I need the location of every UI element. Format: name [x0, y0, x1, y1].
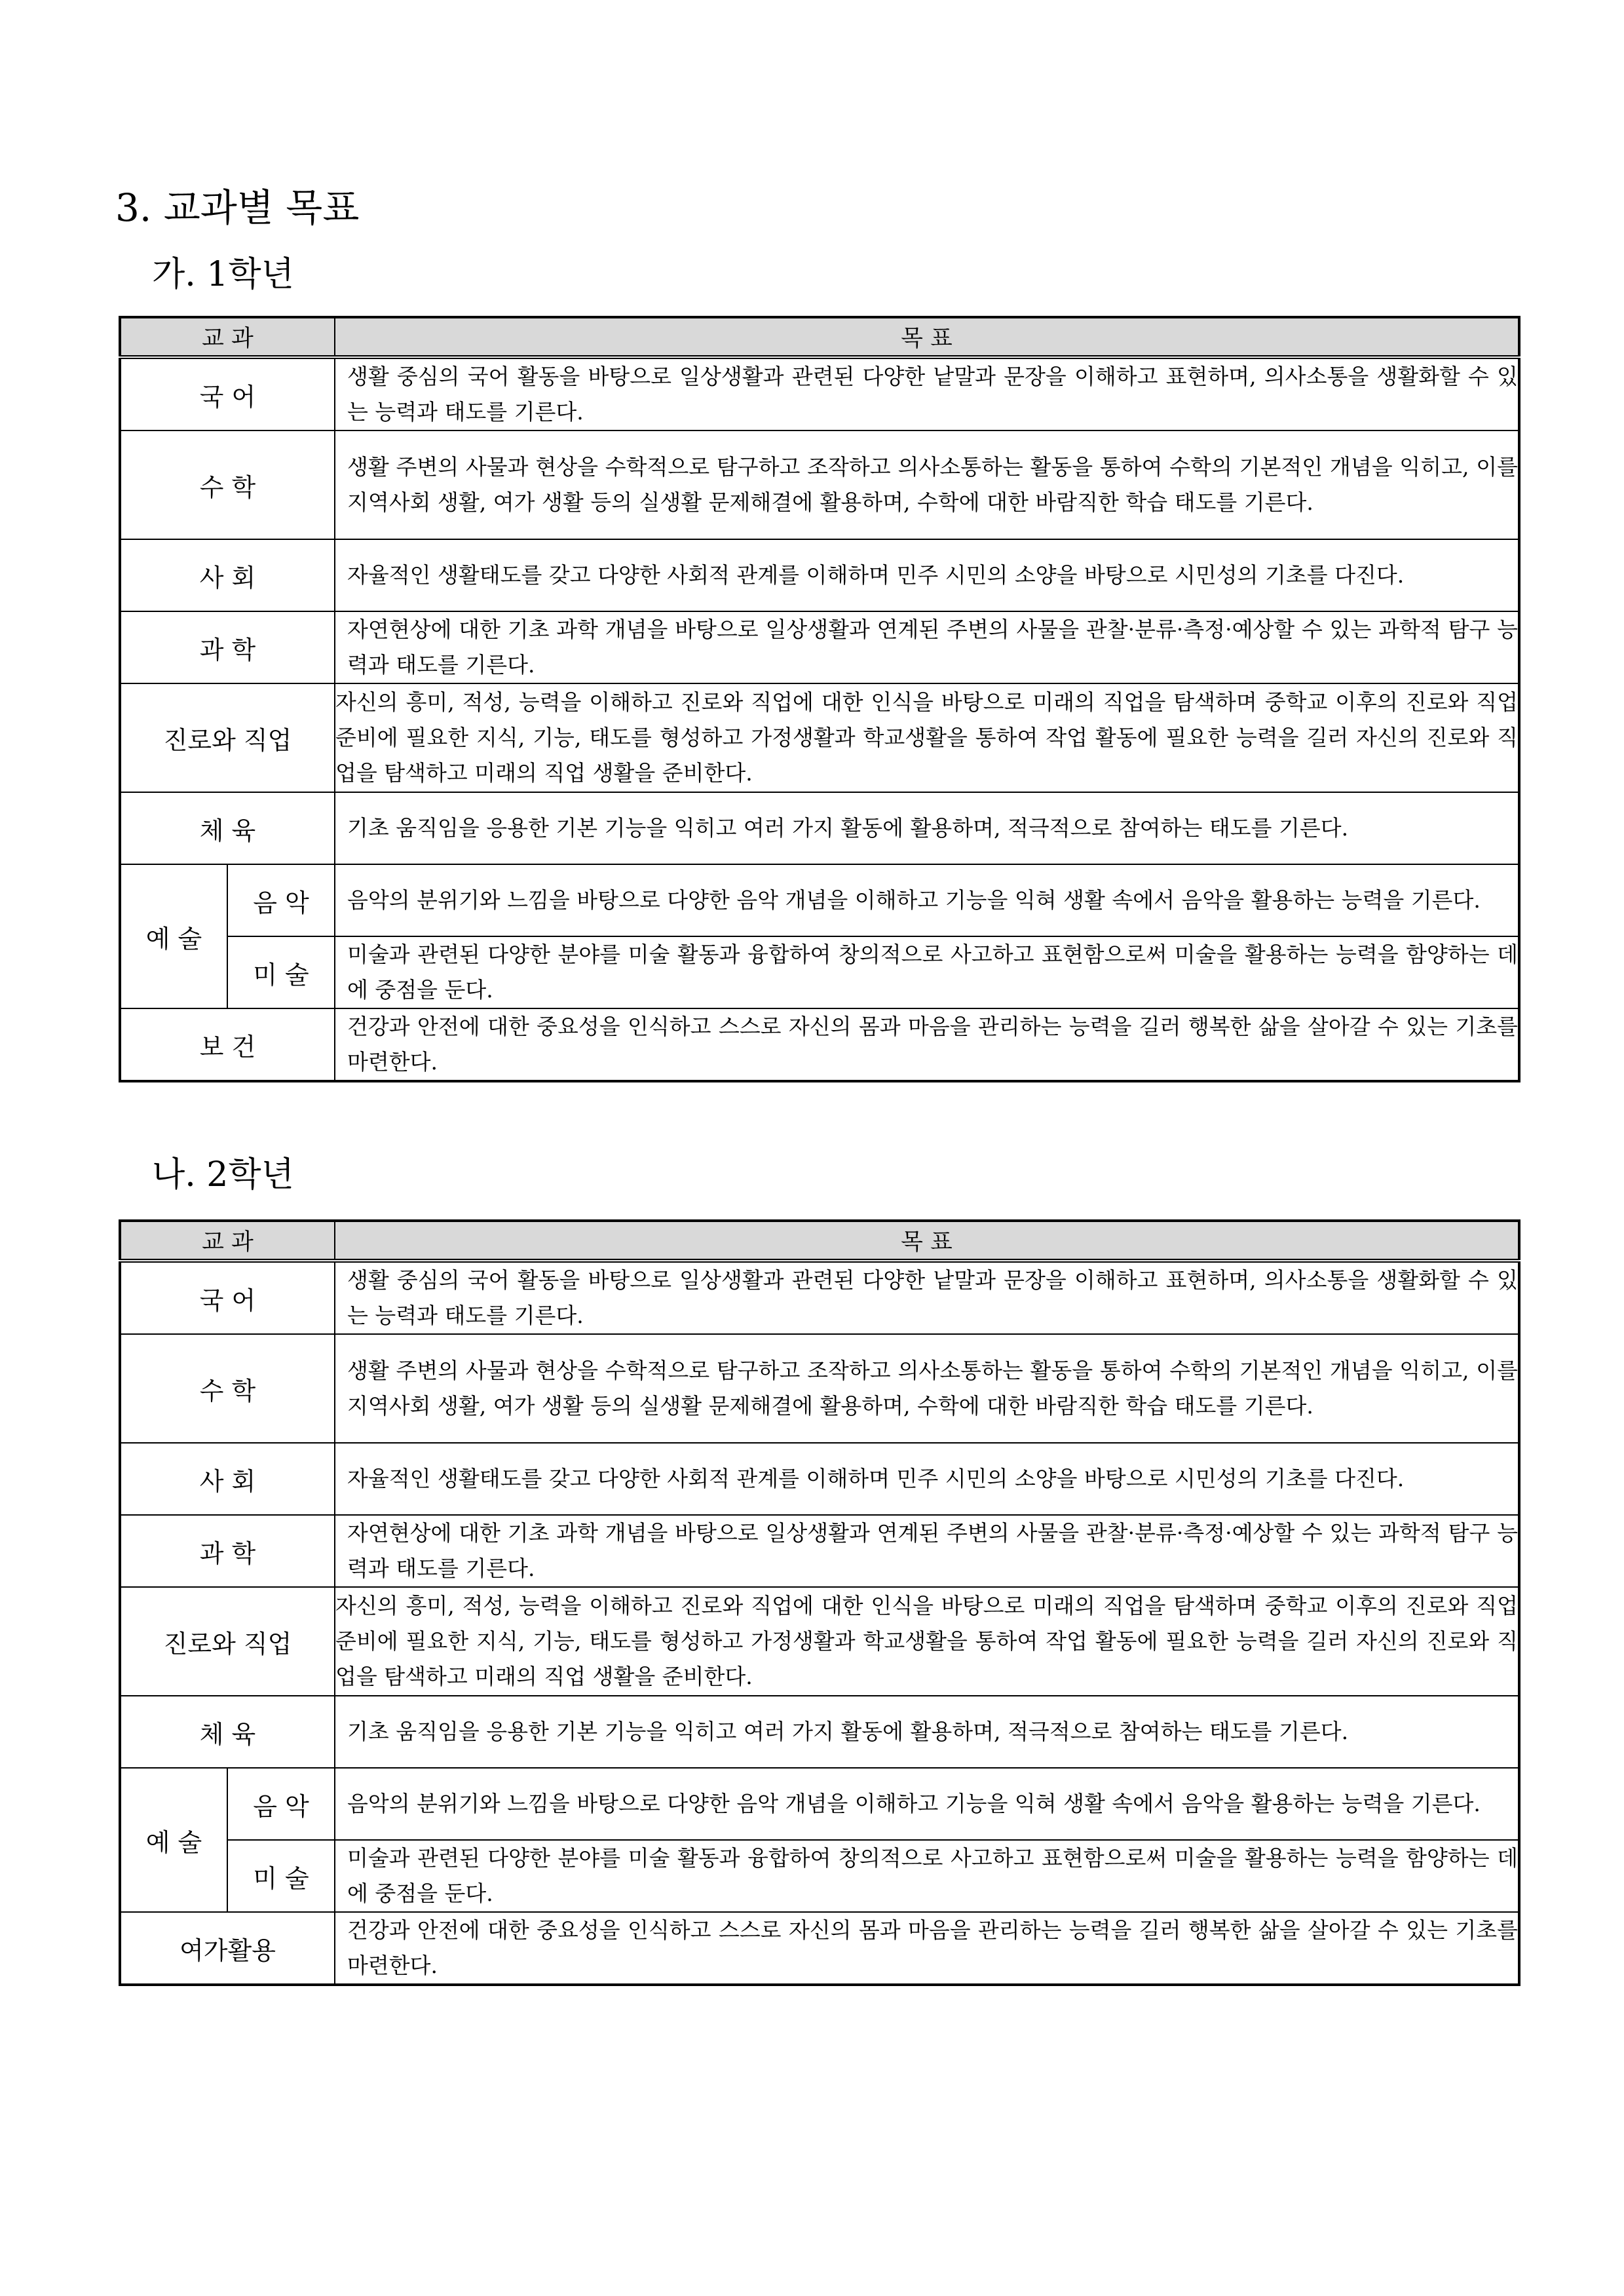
subject-cell: 과 학: [120, 1515, 335, 1587]
document-title: 3. 교과별 목표: [115, 185, 360, 230]
goal-text: 자연현상에 대한 기초 과학 개념을 바탕으로 일상생활과 연계된 주변의 사물을 관찰·분류·측정·예상할 수 있는 과학적 탐구 능력과 태도를 기른다.: [347, 617, 1518, 678]
table-row: [120, 539, 1519, 611]
table-header-row: [120, 317, 1519, 357]
goal-text: 미술과 관련된 다양한 분야를 미술 활동과 융합하여 창의적으로 사고하고 표현함으로써 미술을 활용하는 능력을 함양하는 데에 중점을 둔다.: [347, 1845, 1518, 1906]
goal-cell: [335, 1768, 1519, 1840]
table-row: [120, 936, 1519, 1008]
goal-cell: [335, 1443, 1519, 1515]
subject-cell: 진로와 직업: [120, 683, 335, 792]
goal-cell: [335, 1261, 1519, 1334]
goal-text: 자신의 흥미, 적성, 능력을 이해하고 진로와 직업에 대한 인식을 바탕으로 미래의 직업을 탐색하며 중학교 이후의 진로와 직업 준비에 필요한 지식, 기능, 태도를 형성하고 가정생활과 학교생활을 통하여 작업 활동에 필요한 능력을 길러 자신의 진로와 직업을 탐색하고 미래의 직업 생활을 준비한다.: [335, 689, 1518, 786]
subject-cell: 사 회: [120, 1443, 335, 1515]
subject-cell: 보 건: [120, 1008, 335, 1081]
table-row: [120, 357, 1519, 430]
goal-text: 기초 움직임을 응용한 기본 기능을 익히고 여러 가지 활동에 활용하며, 적극적으로 참여하는 태도를 기른다.: [347, 1719, 1349, 1744]
table-row: [120, 1840, 1519, 1912]
goal-text: 자율적인 생활태도를 갖고 다양한 사회적 관계를 이해하며 민주 시민의 소양을 바탕으로 시민성의 기초를 다진다.: [347, 562, 1405, 588]
section-title-grade1: 가. 1학년: [152, 255, 294, 294]
goal-cell: [335, 1840, 1519, 1912]
table-row: [120, 1696, 1519, 1768]
goal-cell: [335, 539, 1519, 611]
header-goal: 목 표: [335, 317, 1519, 357]
goal-text: 미술과 관련된 다양한 분야를 미술 활동과 융합하여 창의적으로 사고하고 표현함으로써 미술을 활용하는 능력을 함양하는 데에 중점을 둔다.: [347, 942, 1518, 1003]
subject-cell: 국 어: [120, 1261, 335, 1334]
goal-cell: [335, 1008, 1519, 1081]
goal-text: 자연현상에 대한 기초 과학 개념을 바탕으로 일상생활과 연계된 주변의 사물을 관찰·분류·측정·예상할 수 있는 과학적 탐구 능력과 태도를 기른다.: [347, 1520, 1518, 1581]
goal-text: 생활 중심의 국어 활동을 바탕으로 일상생활과 관련된 다양한 낱말과 문장을 이해하고 표현하며, 의사소통을 생활화할 수 있는 능력과 태도를 기른다.: [347, 1267, 1518, 1328]
table-row: [120, 430, 1519, 539]
goal-text: 자신의 흥미, 적성, 능력을 이해하고 진로와 직업에 대한 인식을 바탕으로 미래의 직업을 탐색하며 중학교 이후의 진로와 직업 준비에 필요한 지식, 기능, 태도를 형성하고 가정생활과 학교생활을 통하여 작업 활동에 필요한 능력을 길러 자신의 진로와 직업을 탐색하고 미래의 직업 생활을 준비한다.: [335, 1593, 1518, 1689]
goal-cell: [335, 792, 1519, 864]
table-row: [120, 1443, 1519, 1515]
subject-cell: 여가활용: [120, 1912, 335, 1985]
goal-cell: [335, 683, 1519, 792]
goal-cell: [335, 1696, 1519, 1768]
goal-text: 생활 주변의 사물과 현상을 수학적으로 탐구하고 조작하고 의사소통하는 활동을 통하여 수학의 기본적인 개념을 익히고, 이를 지역사회 생활, 여가 생활 등의 실생활 문제해결에 활용하며, 수학에 대한 바람직한 학습 태도를 기른다.: [347, 1358, 1518, 1419]
goal-cell: [335, 1912, 1519, 1985]
goal-text: 음악의 분위기와 느낌을 바탕으로 다양한 음악 개념을 이해하고 기능을 익혀 생활 속에서 음악을 활용하는 능력을 기른다.: [347, 1791, 1481, 1816]
goal-text: 생활 주변의 사물과 현상을 수학적으로 탐구하고 조작하고 의사소통하는 활동을 통하여 수학의 기본적인 개념을 익히고, 이를 지역사회 생활, 여가 생활 등의 실생활 문제해결에 활용하며, 수학에 대한 바람직한 학습 태도를 기른다.: [347, 454, 1518, 515]
goal-cell: [335, 1587, 1519, 1696]
subject-cell: 진로와 직업: [120, 1587, 335, 1696]
goal-text: 생활 중심의 국어 활동을 바탕으로 일상생활과 관련된 다양한 낱말과 문장을 이해하고 표현하며, 의사소통을 생활화할 수 있는 능력과 태도를 기른다.: [347, 364, 1518, 425]
goal-cell: [335, 357, 1519, 430]
table-row: [120, 1515, 1519, 1587]
table-row: [120, 1912, 1519, 1985]
subject-cell: 사 회: [120, 539, 335, 611]
group-cell: 예 술: [120, 864, 227, 1008]
table-row: [120, 1008, 1519, 1081]
group-cell: 예 술: [120, 1768, 227, 1912]
goal-text: 자율적인 생활태도를 갖고 다양한 사회적 관계를 이해하며 민주 시민의 소양을 바탕으로 시민성의 기초를 다진다.: [347, 1466, 1405, 1491]
table-row: [120, 1261, 1519, 1334]
goal-cell: [335, 611, 1519, 683]
table-row: [120, 1334, 1519, 1443]
subject-cell: 국 어: [120, 357, 335, 430]
header-goal: 목 표: [335, 1221, 1519, 1261]
goal-cell: [335, 430, 1519, 539]
header-subject: 교 과: [120, 317, 335, 357]
table-row: [120, 1587, 1519, 1696]
goal-cell: [335, 864, 1519, 936]
goal-cell: [335, 936, 1519, 1008]
subject-cell: 미 술: [227, 1840, 335, 1912]
subject-cell: 음 악: [227, 864, 335, 936]
table-row: [120, 864, 1519, 936]
goal-text: 건강과 안전에 대한 중요성을 인식하고 스스로 자신의 몸과 마음을 관리하는 능력을 길러 행복한 삶을 살아갈 수 있는 기초를 마련한다.: [347, 1917, 1518, 1978]
goal-text: 음악의 분위기와 느낌을 바탕으로 다양한 음악 개념을 이해하고 기능을 익혀 생활 속에서 음악을 활용하는 능력을 기른다.: [347, 887, 1481, 913]
subject-cell: 과 학: [120, 611, 335, 683]
goal-text: 기초 움직임을 응용한 기본 기능을 익히고 여러 가지 활동에 활용하며, 적극적으로 참여하는 태도를 기른다.: [347, 815, 1349, 841]
table-row: [120, 792, 1519, 864]
goal-cell: [335, 1515, 1519, 1587]
header-subject: 교 과: [120, 1221, 335, 1261]
subject-cell: 체 육: [120, 1696, 335, 1768]
table-row: [120, 611, 1519, 683]
goals-table-grade1: [119, 316, 1520, 1082]
goals-table-grade2: [119, 1219, 1520, 1986]
subject-cell: 음 악: [227, 1768, 335, 1840]
subject-cell: 체 육: [120, 792, 335, 864]
table-header-row: [120, 1221, 1519, 1261]
subject-cell: 수 학: [120, 430, 335, 539]
goal-cell: [335, 1334, 1519, 1443]
table-row: [120, 683, 1519, 792]
subject-cell: 수 학: [120, 1334, 335, 1443]
subject-cell: 미 술: [227, 936, 335, 1008]
section-title-grade2: 나. 2학년: [152, 1155, 294, 1195]
goal-text: 건강과 안전에 대한 중요성을 인식하고 스스로 자신의 몸과 마음을 관리하는 능력을 길러 행복한 삶을 살아갈 수 있는 기초를 마련한다.: [347, 1014, 1518, 1075]
table-row: [120, 1768, 1519, 1840]
